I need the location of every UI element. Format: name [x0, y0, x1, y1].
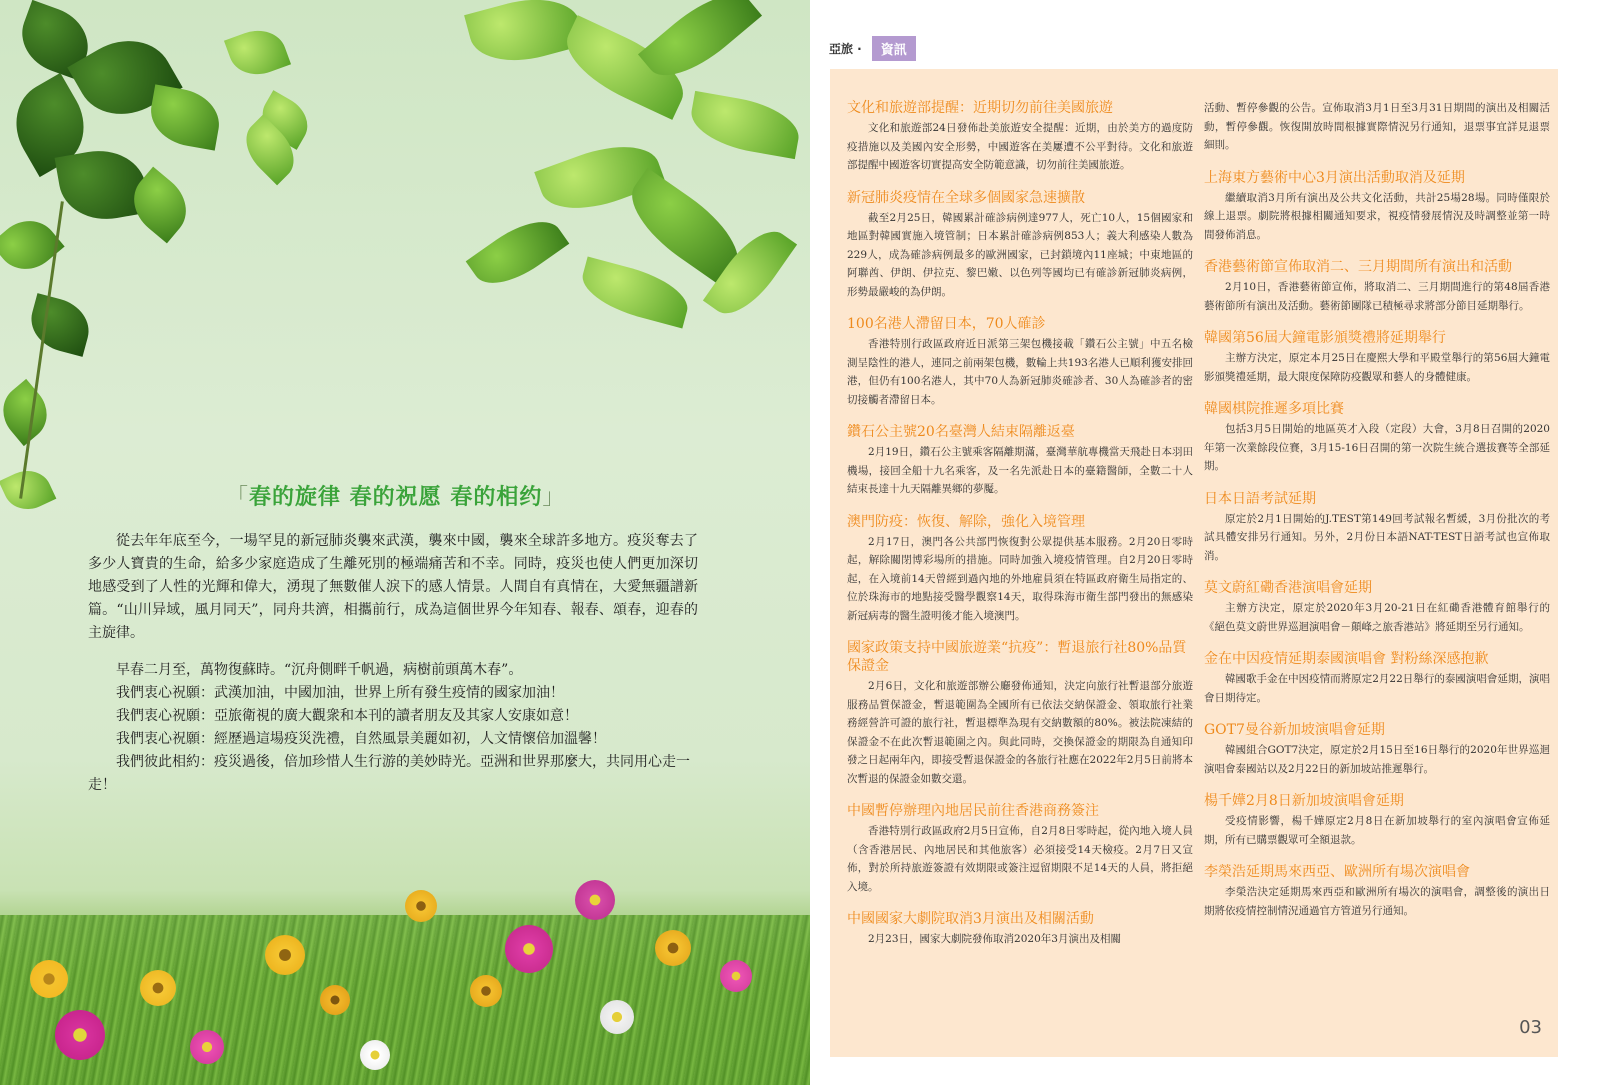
intro-line: 早春二月至，萬物復蘇時。“沉舟側畔千帆過，病樹前頭萬木春”。: [116, 662, 523, 678]
page-number: 03: [1519, 1017, 1542, 1038]
news-body: 2月19日，鑽石公主號乘客隔離期滿，臺灣華航專機當天飛赴日本羽田機場，接回全船十九名乘客，及一名先派赴日本的臺籍醫師，全數二十人結束長達十九天隔離異鄉的夢魘。: [847, 446, 1193, 495]
news-item: [1204, 650, 1550, 707]
news-body: 2月10日，香港藝術節宣佈，將取消二、三月期間進行的第48屆香港藝術節所有演出及活動。藝術節團隊已積極尋求將部分節目延期舉行。: [1204, 281, 1550, 312]
leaf-icon: [146, 84, 224, 150]
news-title: 日本日語考試延期: [1204, 490, 1316, 507]
flower-icon: [470, 975, 502, 1007]
leaf-icon: [686, 91, 803, 159]
title-close-bracket: 」: [542, 485, 566, 510]
flower-icon: [655, 930, 691, 966]
news-item-continued: [1204, 99, 1550, 155]
news-item: [1204, 329, 1550, 386]
flower-icon: [320, 985, 350, 1015]
news-item: [847, 423, 1193, 499]
flower-icon: [505, 925, 553, 973]
news-title: 澳門防疫：恢復、解除，強化入境管理: [847, 513, 1085, 530]
news-item: [1204, 579, 1550, 636]
leaf-icon: [25, 293, 96, 357]
news-item: [847, 802, 1193, 896]
news-item: [847, 315, 1193, 409]
news-body: 李榮浩決定延期馬來西亞和歐洲所有場次的演唱會，調整後的演出日期將依疫情控制情況通過官方管道另行通知。: [1204, 886, 1550, 917]
news-title: 鑽石公主號20名臺灣人結束隔離返臺: [847, 424, 1075, 440]
news-body: 文化和旅遊部24日發佈赴美旅遊安全提醒：近期，由於美方的過度防疫措施以及美國內安全形勢，中國遊客在美屢遭不公平對待。文化和旅遊部提醒中國遊客切實提高安全防範意識，切勿前往美國旅遊。: [847, 122, 1193, 171]
news-item: [1204, 169, 1550, 245]
flower-icon: [360, 1040, 390, 1070]
intro-text: [88, 530, 698, 797]
news-body: 2月6日，文化和旅遊部辦公廳發佈通知，決定向旅行社暫退部分旅遊服務品質保證金，暫退範圍為全國所有已依法交納保證金、領取旅行社業務經營許可證的旅行社，暫退標準為現有交納數額的80%。被法院凍結的保證金不在此次暫退範圍之內。與此同時，交換保證金的期限為自通知印發之日起兩年內，即接受暫退保證金的各旅行社應在2022年2月5日前將本次暫退的保證金如數交還。: [847, 680, 1193, 785]
flower-icon: [265, 935, 305, 975]
news-body: 繼續取消3月所有演出及公共文化活動，共計25場28場。同時僅限於線上退票。劇院將根據相關通知要求，視疫情發展情況及時調整並第一時間發佈消息。: [1204, 191, 1550, 241]
news-item: [1204, 258, 1550, 315]
title-open-bracket: 「: [226, 485, 250, 510]
news-body: 香港特別行政區政府近日派第三架包機接載「鑽石公主號」中五名檢測呈陰性的港人，連同之前兩架包機，數輪上共193名港人已順利獲安排回港，但仍有100名港人，其中70人為新冠肺炎確診者、30人為確診者的密切接觸者滯留日本。: [847, 338, 1193, 406]
news-body: 包括3月5日開始的地區英才入段（定段）大會，3月8日召開的2020年第一次業餘段位賽，3月15-16日召開的第一次院生統合選拔賽等全部延期。: [1204, 423, 1550, 472]
news-title: 金在中因疫情延期泰國演唱會 對粉絲深感抱歉: [1204, 651, 1489, 667]
news-item: [1204, 490, 1550, 566]
news-body: 2月23日，國家大劇院發佈取消2020年3月演出及相關: [868, 933, 1121, 945]
leaf-icon: [224, 22, 291, 83]
flower-icon: [405, 890, 437, 922]
right-page: [810, 0, 1600, 1085]
brand-label: 亞旅 ·: [829, 42, 862, 56]
flower-icon: [190, 1030, 224, 1064]
title-text: 春的旋律 春的祝愿 春的相约: [249, 485, 543, 510]
intro-paragraph: 從去年年底至今，一場罕見的新冠肺炎襲來武漢，襲來中國，襲來全球許多地方。疫災奪去了多少人寶貴的生命，給多少家庭造成了生離死別的極端痛苦和不幸。同時，疫災也使人們更加深切地感受到了人性的光輝和偉大，湧現了無數催人淚下的感人情景。人間自有真情在，大愛無疆譜新篇。“山川异域，風月同天”，同舟共濟，相攜前行，成為這個世界今年知春、報春、頌春，迎春的主旋律。: [88, 533, 698, 641]
news-title: 韓國第56屆大鐘電影頒獎禮將延期舉行: [1204, 330, 1446, 346]
news-title: 中國國家大劇院取消3月演出及相關活動: [847, 911, 1094, 927]
news-title: 文化和旅遊部提醒：近期切勿前往美國旅遊: [847, 100, 1113, 116]
news-body: 原定於2月1日開始的J.TEST第149回考試報名暫緩，3月份批次的考試具體安排另行通知。另外，2月份日本語NAT-TEST日語考試也宣佈取消。: [1204, 512, 1550, 562]
news-item: [1204, 400, 1550, 476]
flower-icon: [575, 880, 615, 920]
news-title: 上海東方藝術中心3月演出活動取消及延期: [1204, 169, 1465, 186]
news-body: 活動、暫停參觀的公告。宣佈取消3月1日至3月31日期間的演出及相關活動，暫停參觀。恢復開放時間根據實際情況另行通知，退票事宜詳見退票細則。: [1204, 102, 1550, 151]
news-item: [847, 513, 1193, 626]
news-item: [1204, 792, 1550, 849]
flower-icon: [30, 960, 68, 998]
news-item: [1204, 721, 1550, 778]
leaf-icon: [576, 257, 694, 329]
news-item: [847, 99, 1193, 175]
news-body: 受疫情影響，楊千嬅原定2月8日在新加坡舉行的室內演唱會宣佈延期，所有已購票觀眾可全額退款。: [1204, 815, 1550, 846]
news-body: 截至2月25日，韓國累計確診病例達977人，死亡10人，15個國家和地區對韓國實施入境管制；日本累計確診病例853人；義大利感染人數為229人，成為確診病例最多的歐洲國家，已封鎖境內11座城；中東地區的阿聯酋、伊朗、伊拉克、黎巴嫩、以色列等國均已有確診新冠肺炎病例，形勢最嚴峻的為伊朗。: [847, 211, 1193, 298]
news-title: 莫文蔚紅磡香港演唱會延期: [1204, 580, 1372, 596]
flower-icon: [55, 1010, 105, 1060]
news-panel: [830, 69, 1558, 1057]
news-body: 主辦方決定，原定於2020年3月20-21日在紅磡香港體育館舉行的《絕色莫文蔚世界巡迴演唱會－顛峰之旅香港站》將延期至另行通知。: [1204, 602, 1550, 633]
leaf-icon: [55, 143, 151, 227]
intro-line: 我們衷心祝願：經歷過這場疫災洗禮，自然風景美麗如初，人文情懷倍加溫馨！: [116, 731, 606, 747]
news-column-right: [1204, 99, 1550, 934]
news-title: 楊千嬅2月8日新加坡演唱會延期: [1204, 793, 1404, 809]
section-tag: 資訊: [872, 36, 916, 61]
news-item: [847, 910, 1193, 949]
news-title: 國家政策支持中國旅遊業“抗疫”：暫退旅行社80%品質保證金: [847, 640, 1187, 674]
news-body: 韓國組合GOT7決定，原定於2月15日至16日舉行的2020年世界巡迴演唱會泰國站以及2月22日的新加坡站推遲舉行。: [1204, 744, 1550, 775]
poem-title: [226, 480, 565, 511]
leaf-icon: [466, 207, 570, 298]
news-title: 香港藝術節宣佈取消二、三月期間所有演出和活動: [1204, 259, 1512, 275]
intro-line: 我們衷心祝願：亞旅衛視的廣大觀衆和本刊的讀者朋友及其家人安康如意！: [116, 708, 578, 724]
news-title: 新冠肺炎疫情在全球多個國家急速擴散: [847, 189, 1085, 206]
leaf-icon: [0, 462, 56, 517]
news-item: [847, 189, 1193, 302]
news-body: 韓國歌手金在中因疫情而將原定2月22日舉行的泰國演唱會延期，演唱會日期待定。: [1204, 673, 1550, 704]
news-body: 主辦方決定，原定本月25日在慶熙大學和平殿堂舉行的第56屆大鐘電影頒獎禮延期，最大限度保障防疫觀眾和藝人的身體健康。: [1204, 352, 1550, 383]
news-title: 100名港人滯留日本，70人確診: [847, 316, 1046, 332]
section-header: [829, 36, 916, 61]
news-item: [1204, 863, 1550, 920]
flower-icon: [140, 970, 176, 1006]
intro-line: 我們彼此相約：疫災過後，倍加珍惜人生行游的美妙時光。亞洲和世界那麼大，共同用心走一走！: [88, 754, 690, 793]
flower-icon: [600, 1000, 634, 1034]
news-title: GOT7曼谷新加坡演唱會延期: [1204, 722, 1385, 738]
news-column-left: [847, 99, 1193, 963]
flower-icon: [720, 960, 752, 992]
news-title: 韓國棋院推遲多項比賽: [1204, 401, 1344, 417]
intro-line: 我們衷心祝願：武漢加油，中國加油，世界上所有發生疫情的國家加油！: [116, 685, 564, 701]
news-body: 2月17日，澳門各公共部門恢復對公眾提供基本服務。2月20日零時起，解除關閉博彩場所的措施。同時加強入境疫情管理。自2月20日零時起，在入境前14天曾經到過內地的外地雇員須在特區政府衛生局指定的、位於珠海市的地點接受醫學觀察14天，取得珠海市衛生部門發出的無感染新冠病毒的醫生證明後才能入境澳門。: [847, 535, 1193, 622]
news-body: 香港特別行政區政府2月5日宣佈，自2月8日零時起，從內地入境人員（含香港居民、內地居民和其他旅客）必須接受14天檢疫。2月7日又宣佈，對於所持旅遊簽證有效期限或簽注逗留期限不足14天的人員，將拒絕入境。: [847, 825, 1193, 893]
news-title: 李榮浩延期馬來西亞、歐洲所有場次演唱會: [1204, 864, 1470, 880]
news-item: [847, 639, 1193, 788]
news-title: 中國暫停辦理內地居民前往香港商務簽注: [847, 803, 1099, 819]
